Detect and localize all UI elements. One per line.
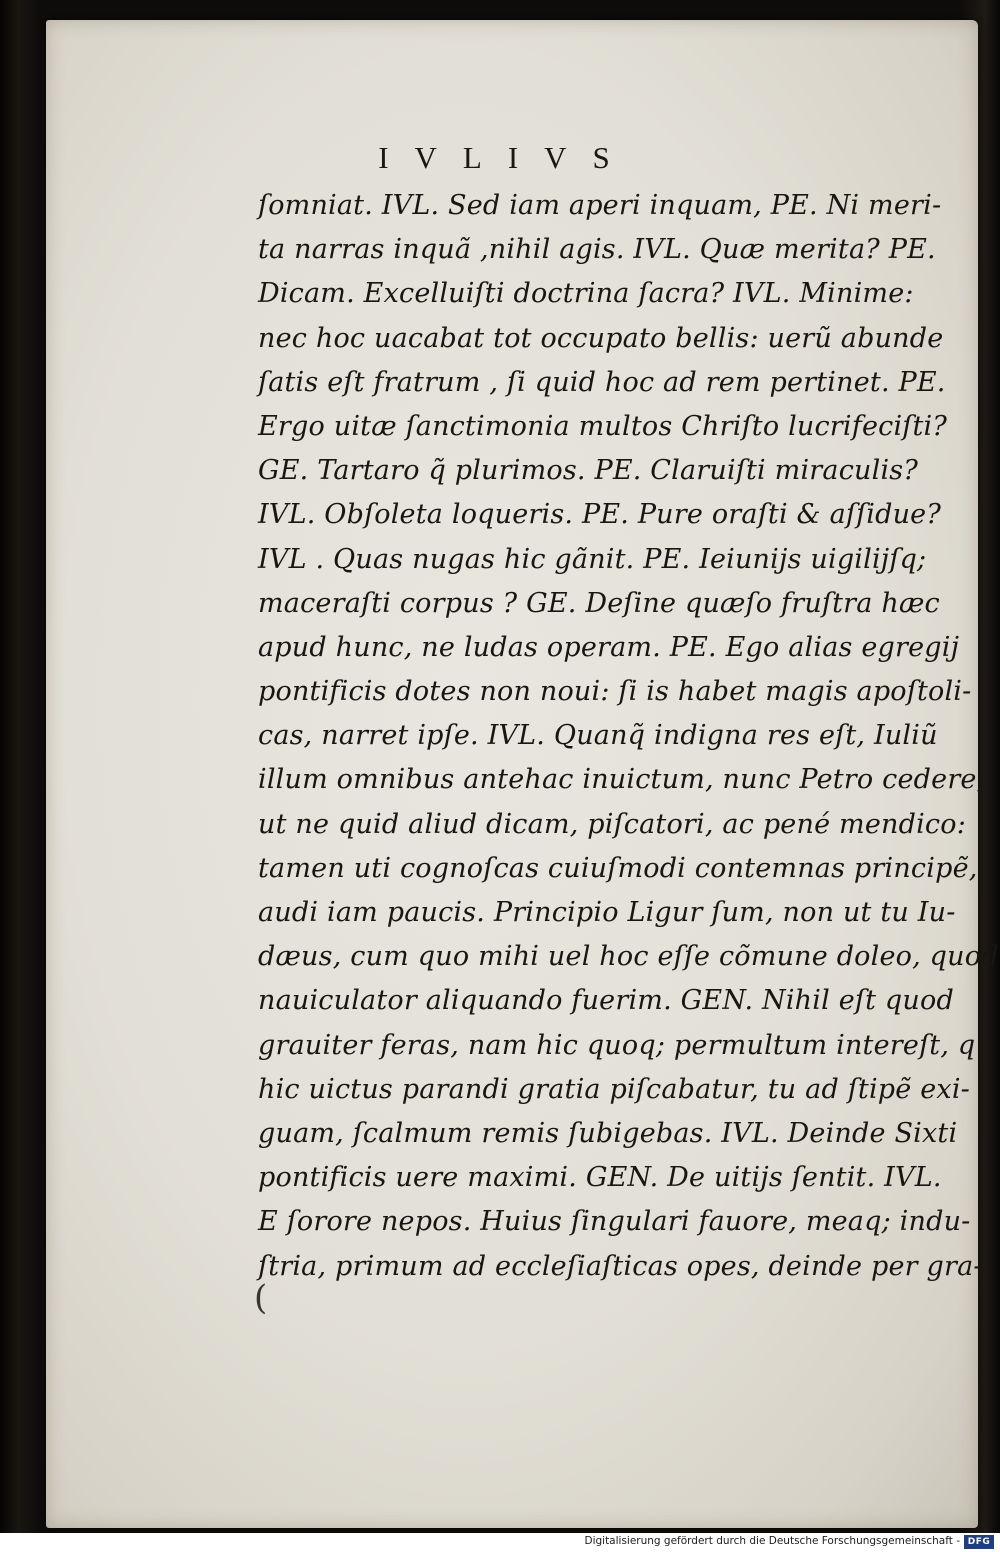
text-line: E ſorore nepos. Huius ſingulari fauore, meaq; indu-: [258, 1206, 971, 1238]
dfg-logo-icon: DFG: [964, 1535, 994, 1549]
footer-bar: [0, 1533, 1000, 1552]
text-line: apud hunc, ne ludas operam. PE. Ego alias egregij: [258, 631, 960, 663]
text-line: audi iam paucis. Principio Ligur ſum, non ut tu Iu-: [258, 897, 956, 928]
margin-mark: (: [254, 1278, 268, 1318]
text-line: ut ne quid aliud dicam, piſcatori, ac pené mendico:: [258, 808, 966, 840]
text-line: dæus, cum quo mihi uel hoc eſſe cõmune doleo, quod: [258, 941, 999, 973]
text-line: nauiculator aliquando fuerim. GEN. Nihil eſt quod: [258, 985, 954, 1017]
text-line: hic uictus parandi gratia piſcabatur, tu ad ſtipẽ exi-: [258, 1073, 971, 1105]
text-line: ta narras inquã ,nihil agis. IVL. Quæ merita? PE.: [258, 234, 936, 266]
text-line: ſomniat. IVL. Sed iam aperi inquam, PE. Ni meri-: [258, 190, 942, 221]
text-line: guam, ſcalmum remis ſubigebas. IVL. Deinde Sixti: [258, 1117, 958, 1149]
text-line: pontificis uere maximi. GEN. De uitijs ſentit. IVL.: [258, 1162, 942, 1194]
text-line: Ergo uitæ ſanctimonia multos Chriſto lucrifeciſti?: [258, 410, 948, 442]
text-line: grauiter feras, nam hic quoq; permultum intereſt, q: [258, 1029, 976, 1061]
text-line: IVL. Obſoleta loqueris. PE. Pure oraſti & aſſidue?: [258, 499, 942, 531]
text-line: maceraſti corpus ? GE. Deſine quæſo fruſtra hæc: [258, 587, 940, 619]
text-line: pontificis dotes non noui: ſi is habet magis apoſtoli-: [258, 676, 972, 708]
body-text: [258, 184, 999, 1289]
text-line: ſatis eſt fratrum , ſi quid hoc ad rem pertinet. PE.: [258, 366, 946, 398]
funding-credit: Digitalisierung gefördert durch die Deutsche Forschungsgemeinschaft -: [584, 1535, 960, 1547]
text-line: Dicam. Excelluiſti doctrina ſacra? IVL. Minime:: [258, 278, 914, 310]
text-line: cas, narret ipſe. IVL. Quanq̃ indigna res eſt, Iuliũ: [258, 720, 938, 752]
text-line: tamen uti cognoſcas cuiuſmodi contemnas principẽ,: [258, 852, 978, 884]
text-line: GE. Tartaro q̃ plurimos. PE. Claruiſti miraculis?: [258, 455, 919, 487]
running-head: IVLIVS: [378, 140, 636, 175]
text-line: IVL . Quas nugas hic gãnit. PE. Ieiunijs uigilijſq;: [258, 543, 927, 575]
text-line: ſtria, primum ad eccleſiaſticas opes, deinde per gra-: [258, 1250, 983, 1282]
text-line: nec hoc uacabat tot occupato bellis: uerũ abunde: [258, 322, 944, 354]
text-line: illum omnibus antehac inuictum, nunc Petro cedere,: [258, 764, 986, 796]
